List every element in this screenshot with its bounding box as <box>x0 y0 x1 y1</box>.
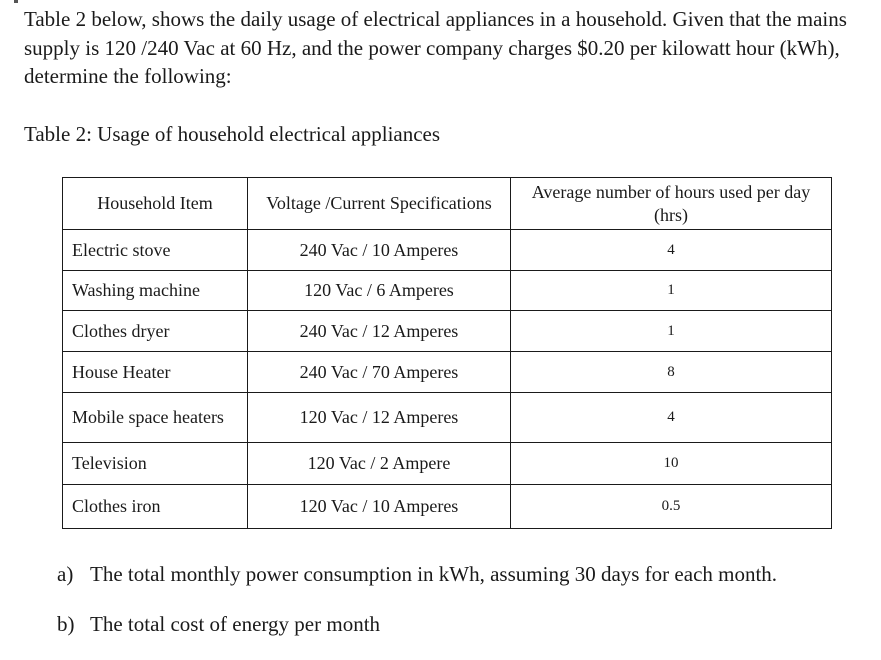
table-row <box>63 485 832 529</box>
header-household-item: Household Item <box>63 178 248 230</box>
table-row <box>63 311 832 352</box>
cell-item: Clothes iron <box>63 485 248 529</box>
question-marker: b) <box>57 612 75 636</box>
question-item <box>57 560 777 588</box>
intro-paragraph: Table 2 below, shows the daily usage of electrical appliances in a household. Given that the mains supply is 120 /240 Vac at 60 Hz, and the power company charges $0.20 per kilowatt hour (kWh), determine the following: <box>24 7 847 88</box>
cell-item: Washing machine <box>63 271 248 311</box>
table-row <box>63 393 832 443</box>
question-item <box>57 610 777 638</box>
cell-hours: 4 <box>511 393 832 443</box>
header-hours-per-day: Average number of hours used per day (hrs) <box>511 178 832 230</box>
cell-hours: 8 <box>511 352 832 393</box>
cell-spec: 120 Vac / 12 Amperes <box>248 393 511 443</box>
question-marker: a) <box>57 562 74 586</box>
cell-hours: 10 <box>511 443 832 485</box>
cell-item: Clothes dryer <box>63 311 248 352</box>
cell-hours: 4 <box>511 230 832 271</box>
cell-hours: 0.5 <box>511 485 832 529</box>
cell-hours: 1 <box>511 311 832 352</box>
question-text: The total monthly power consumption in kWh, assuming 30 days for each month. <box>90 562 778 586</box>
cell-hours: 1 <box>511 271 832 311</box>
question-text: The total cost of energy per month <box>90 612 381 636</box>
header-voltage-current: Voltage /Current Specifications <box>248 178 511 230</box>
clipped-mark <box>14 0 18 3</box>
cell-spec: 120 Vac / 2 Ampere <box>248 443 511 485</box>
table-row <box>63 230 832 271</box>
table-row <box>63 271 832 311</box>
cell-spec: 240 Vac / 70 Amperes <box>248 352 511 393</box>
cell-spec: 120 Vac / 6 Amperes <box>248 271 511 311</box>
table-caption: Table 2: Usage of household electrical appliances <box>24 122 441 146</box>
cell-spec: 120 Vac / 10 Amperes <box>248 485 511 529</box>
table-header-row <box>63 178 832 230</box>
cell-item: Electric stove <box>63 230 248 271</box>
cell-item: Television <box>63 443 248 485</box>
cell-spec: 240 Vac / 12 Amperes <box>248 311 511 352</box>
cell-item: Mobile space heaters <box>63 393 248 443</box>
table-row <box>63 443 832 485</box>
cell-item: House Heater <box>63 352 248 393</box>
question-list <box>57 560 777 660</box>
appliance-usage-table <box>62 177 832 529</box>
cell-spec: 240 Vac / 10 Amperes <box>248 230 511 271</box>
table-row <box>63 352 832 393</box>
